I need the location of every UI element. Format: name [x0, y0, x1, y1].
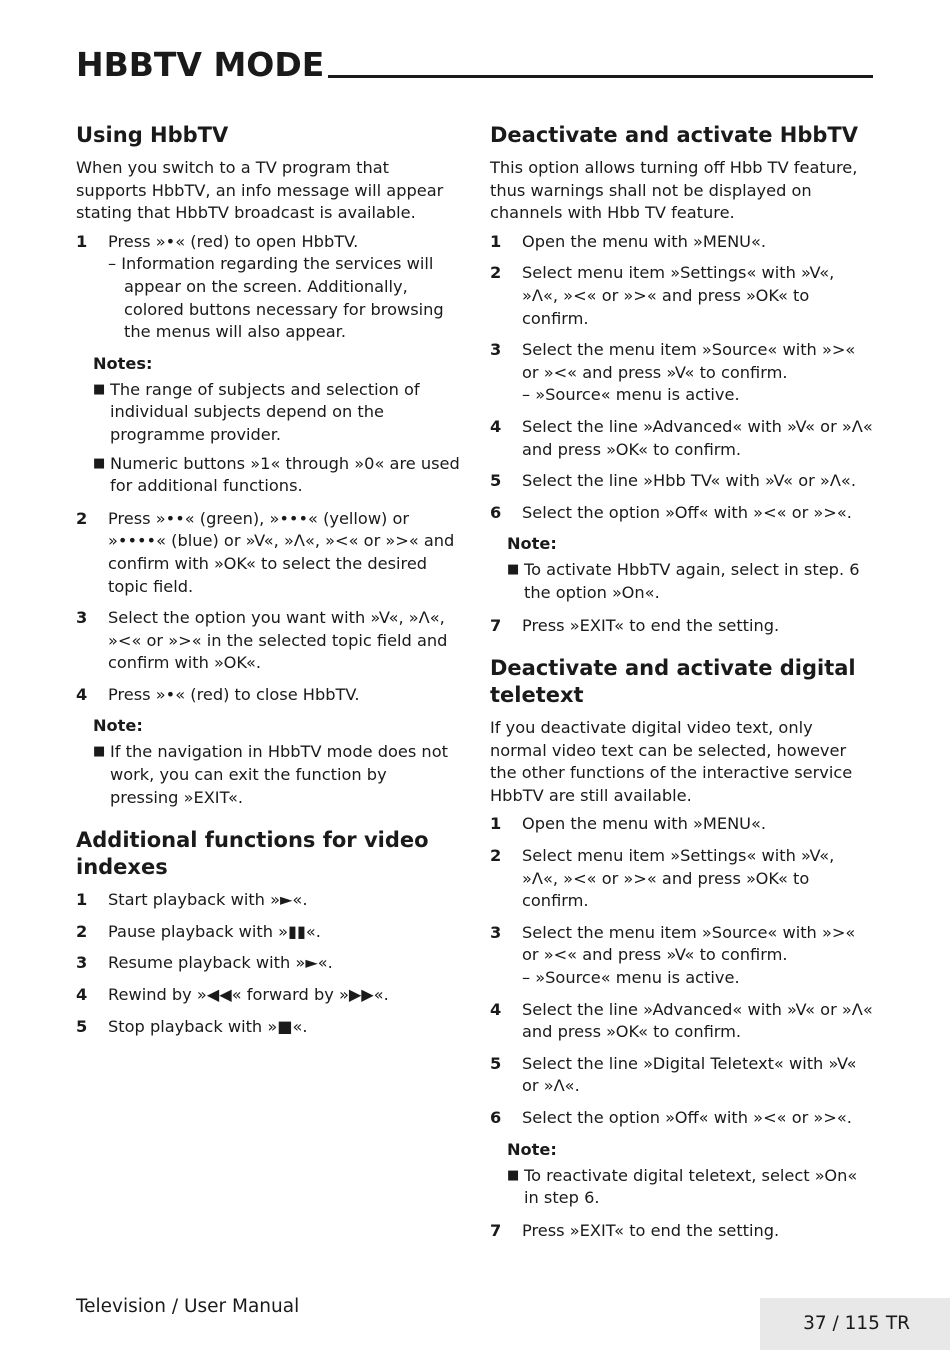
step-number: 6	[490, 1108, 502, 1127]
step-number: 2	[490, 846, 502, 866]
step-item	[76, 1016, 460, 1039]
notes-box	[93, 353, 460, 498]
step-item	[76, 889, 460, 912]
step-item	[490, 615, 874, 638]
step-item	[76, 921, 460, 944]
note-box	[507, 533, 874, 604]
intro-text: This option allows turning off Hbb TV feature, thus warnings shall not be displayed on channels with Hbb TV feature.	[490, 158, 858, 223]
step-item	[490, 999, 874, 1044]
step-body	[522, 922, 874, 990]
bullet-square-icon: ■	[507, 562, 520, 578]
step-number: 1	[76, 890, 88, 910]
page-title: HBBTV MODE	[76, 45, 325, 84]
step-item	[490, 262, 874, 330]
footer-manual-title: Television / User Manual	[76, 1296, 300, 1317]
step-item	[490, 1220, 874, 1243]
step-text: Select the line »Advanced« with »V« or »Λ« and press »OK« to confirm.	[522, 999, 873, 1042]
step-text: Start playback with »►«.	[108, 890, 308, 910]
step-item	[490, 845, 874, 913]
step-number: 5	[490, 471, 502, 491]
step-number: 3	[490, 922, 502, 942]
step-number: 4	[76, 684, 88, 704]
step-text: Press »•« (red) to close HbbTV.	[108, 684, 360, 704]
step-item	[490, 231, 874, 254]
note-text: To reactivate digital teletext, select »On« in step 6.	[524, 1165, 858, 1208]
step-number: 2	[76, 921, 88, 941]
intro-text: If you deactivate digital video text, only normal video text can be selected, however the other functions of the interactive service HbbTV are still available.	[490, 718, 853, 805]
step-number: 4	[490, 999, 502, 1019]
note-item	[93, 379, 460, 447]
note-title: Note:	[507, 1139, 557, 1159]
page-number: 37 / 115 TR	[803, 1313, 910, 1334]
step-number: 5	[76, 1016, 88, 1036]
section-deactivate-teletext	[490, 655, 874, 1242]
notes-title: Notes:	[93, 353, 153, 373]
step-text: Select the menu item »Source« with »>« or »<« and press »V« to confirm.	[522, 340, 856, 382]
step-body	[522, 339, 874, 407]
step-number: 1	[76, 231, 88, 251]
step-text: Select the menu item »Source« with »>« or »<« and press »V« to confirm.	[522, 922, 856, 965]
step-item	[490, 502, 874, 525]
step-text: Rewind by »◀◀« forward by »▶▶«.	[108, 985, 389, 1005]
step-number: 2	[490, 263, 502, 283]
step-text: Stop playback with »■«.	[108, 1016, 308, 1036]
step-text: Pause playback with »▮▮«.	[108, 921, 321, 941]
step-subtext: – »Source« menu is active.	[522, 385, 740, 405]
left-column	[76, 122, 460, 1056]
note-title: Note:	[507, 534, 557, 554]
step-body	[108, 231, 460, 344]
bullet-square-icon: ■	[507, 1167, 520, 1183]
note-text: Numeric buttons »1« through »0« are used for additional functions.	[110, 453, 460, 496]
step-text: Press »•« (red) to open HbbTV.	[108, 231, 359, 251]
step-item	[490, 1053, 874, 1098]
step-item	[490, 470, 874, 493]
step-text: Press »EXIT« to end the setting.	[522, 615, 780, 635]
section-heading: Deactivate and activate digital teletext	[490, 656, 856, 708]
step-number: 4	[490, 416, 502, 436]
section-heading: Using HbbTV	[76, 123, 229, 147]
step-text: Select the option »Off« with »<« or »>«.	[522, 1108, 852, 1127]
bullet-square-icon: ■	[93, 455, 106, 471]
footer-page-box	[760, 1298, 950, 1350]
step-subtext: – Information regarding the services will appear on the screen. Additionally, colored buttons necessary for browsing the menus will also appear.	[108, 254, 444, 342]
step-number: 3	[76, 608, 88, 628]
step-item	[76, 684, 460, 707]
note-text: The range of subjects and selection of individual subjects depend on the programme provider.	[110, 379, 420, 444]
section-heading: Deactivate and activate HbbTV	[490, 123, 858, 147]
step-number: 1	[490, 814, 502, 834]
step-number: 7	[490, 1220, 502, 1240]
note-box	[507, 1139, 874, 1210]
right-column	[490, 122, 874, 1260]
step-text: Select menu item »Settings« with »V«, »Λ«, »<« or »>« and press »OK« to confirm.	[522, 846, 835, 911]
note-item	[93, 453, 460, 498]
title-rule	[328, 75, 873, 78]
step-number: 5	[490, 1053, 502, 1073]
step-item	[490, 813, 874, 836]
step-text: Press »EXIT« to end the setting.	[522, 1220, 780, 1240]
step-item	[76, 231, 460, 344]
step-text: Select the line »Hbb TV« with »V« or »Λ«.	[522, 471, 856, 491]
step-text: Press »••« (green), »•••« (yellow) or »••••« (blue) or »V«, »Λ«, »<« or »>« and confirm with »OK« to select the desired topic field.	[108, 508, 455, 596]
step-number: 7	[490, 615, 502, 635]
step-text: Open the menu with »MENU«.	[522, 814, 767, 834]
step-number: 3	[76, 953, 88, 973]
step-item	[490, 339, 874, 407]
page-header	[76, 46, 873, 84]
step-text: Resume playback with »►«.	[108, 953, 333, 973]
step-number: 2	[76, 508, 88, 528]
step-text: Select the line »Advanced« with »V« or »Λ« and press »OK« to confirm.	[522, 416, 873, 459]
bullet-square-icon: ■	[93, 381, 106, 397]
step-item	[490, 416, 874, 461]
step-text: Select the option »Off« with »<« or »>«.	[522, 502, 852, 522]
note-text: To activate HbbTV again, select in step. 6 the option »On«.	[524, 560, 860, 602]
step-item	[76, 508, 460, 598]
intro-text: When you switch to a TV program that supports HbbTV, an info message will appear stating that HbbTV broadcast is available.	[76, 158, 444, 223]
note-text: If the navigation in HbbTV mode does not work, you can exit the function by pressing »EXIT«.	[110, 742, 448, 807]
step-item	[76, 607, 460, 675]
step-subtext: – »Source« menu is active.	[522, 968, 740, 988]
step-number: 4	[76, 985, 88, 1005]
step-text: Open the menu with »MENU«.	[522, 231, 767, 251]
step-text: Select the line »Digital Teletext« with »V« or »Λ«.	[522, 1053, 857, 1096]
section-video-indexes	[76, 827, 460, 1038]
note-title: Note:	[93, 716, 143, 736]
step-text: Select menu item »Settings« with »V«, »Λ«, »<« or »>« and press »OK« to confirm.	[522, 263, 835, 328]
step-item	[490, 922, 874, 990]
step-item	[76, 952, 460, 975]
note-item	[507, 1165, 874, 1210]
section-using-hbbtv	[76, 122, 460, 809]
step-number: 6	[490, 502, 502, 522]
step-number: 1	[490, 231, 502, 251]
step-item	[76, 984, 460, 1007]
section-heading: Additional functions for video indexes	[76, 828, 429, 880]
note-item	[93, 741, 460, 809]
step-number: 3	[490, 340, 502, 360]
section-deactivate-hbbtv	[490, 122, 874, 637]
step-item	[490, 1107, 874, 1130]
bullet-square-icon: ■	[93, 744, 106, 760]
note-item	[507, 559, 874, 604]
step-text: Select the option you want with »V«, »Λ«, »<« or »>« in the selected topic field and confirm with »OK«.	[108, 608, 448, 673]
note-box	[93, 715, 460, 809]
